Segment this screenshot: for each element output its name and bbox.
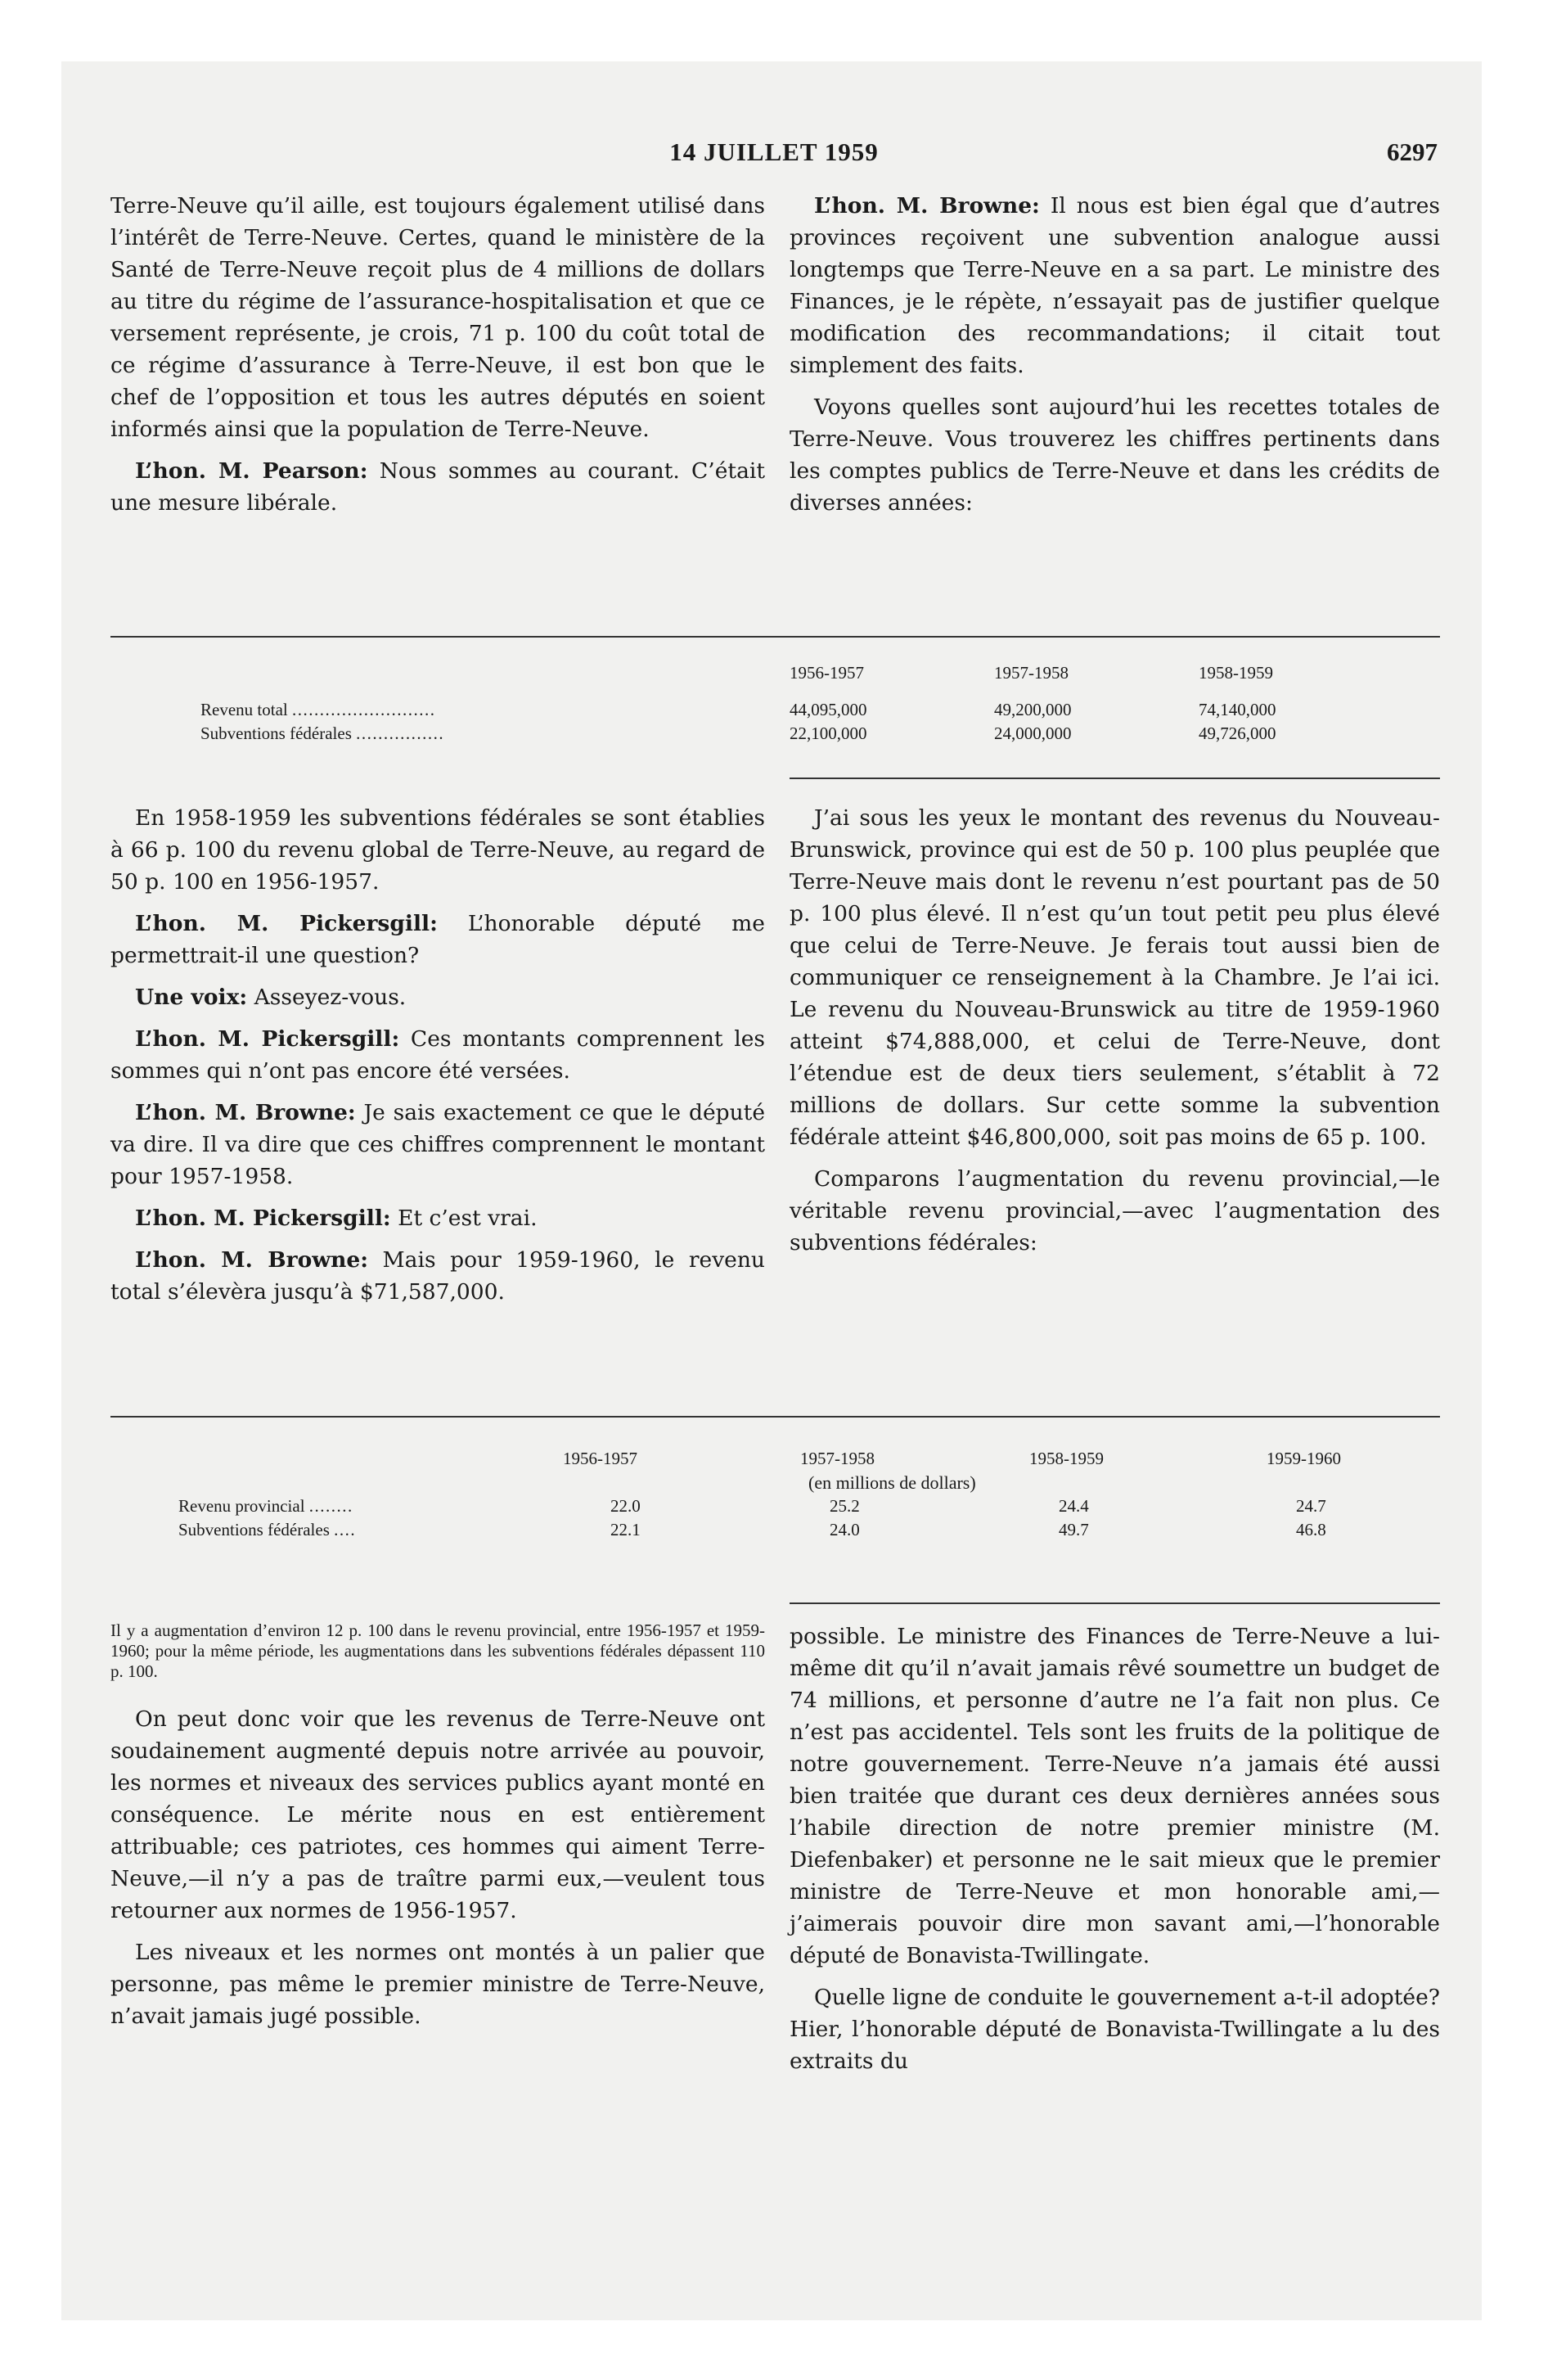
speaker: Une voix:	[135, 985, 248, 1010]
table-revenue	[200, 661, 1395, 746]
speech-browne	[110, 1244, 765, 1308]
row-label: Revenu total	[200, 700, 288, 719]
speech-text: Et c’est vrai.	[390, 1206, 538, 1231]
right-column-middle	[790, 802, 1440, 1259]
table-cell: 49.7	[1059, 1520, 1089, 1539]
table-cell: 24.7	[1296, 1496, 1326, 1516]
table2-top-rule	[110, 1416, 1440, 1418]
speech-text: Je sais exactement ce que le député va dire. Il va dire que ces chiffres comprennent le montant pour 1957-1958.	[110, 1100, 765, 1189]
header-date: 14 JUILLET 1959	[669, 137, 879, 166]
paragraph: Les niveaux et les normes ont montés à un palier que personne, pas même le premier ministre de Terre-Neuve, n’avait jamais jugé possible.	[110, 1940, 765, 2029]
right-column-top	[790, 190, 1440, 519]
speech-text: Mais pour 1959-1960, le revenu total s’élevèra jusqu’à $71,587,000.	[110, 1247, 765, 1305]
speech-pearson	[110, 455, 765, 519]
table-cell: 22.0	[610, 1496, 641, 1516]
table-row	[178, 1494, 1406, 1518]
table2-year: 1959-1960	[1267, 1449, 1341, 1468]
leader-dots: ........	[308, 1496, 353, 1516]
table1-bottom-rule	[790, 778, 1440, 779]
table1-top-rule	[110, 636, 1440, 638]
speech-text: Il nous est bien égal que d’autres provinces reçoivent une subvention analogue aussi longtemps que Terre-Neuve en a sa part. Le ministre des Finances, je le répète, n’essayait pas de justifier quelque modification des recommandations; il citait tout simplement des faits.	[790, 193, 1440, 378]
page-header	[0, 137, 1548, 170]
table-cell: 46.8	[1296, 1520, 1326, 1539]
paragraph: On peut donc voir que les revenus de Terre-Neuve ont soudainement augmenté depuis notre arrivée au pouvoir, les normes et niveaux des services publics ayant monté en conséquence. Le mérite nous en est entièrement attribuable; ces patriotes, ces hommes qui aiment Terre-Neuve,—il n’y a pas de traître parmi eux,—veulent tous retourner aux normes de 1956-1957.	[110, 1706, 765, 1923]
table-cell: 74,140,000	[1199, 700, 1276, 719]
paragraph: possible. Le ministre des Finances de Terre-Neuve a lui-même dit qu’il n’avait jamais rêvé soumettre un budget de 74 millions, et personne d’autre ne l’a fait non plus. Ce n’est pas accidentel. Tels sont les fruits de la politique de notre gouvernement. Terre-Neuve n’a jamais été aussi bien traitée que durant ces deux dernières années sous l’habile direction de notre premier ministre (M. Diefenbaker) et personne ne le sait mieux que le premier ministre de Terre-Neuve et mon honorable ami,—j’aimerais pouvoir dire mon savant ami,—l’honorable député de Bonavista-Twillingate.	[790, 1624, 1440, 1968]
row-label: Revenu provincial	[178, 1496, 305, 1516]
note-paragraph: Il y a augmentation d’environ 12 p. 100 dans le revenu provincial, entre 1956-1957 et 1959-1960; pour la même période, les augmentations dans les subventions fédérales dépassent 110 p. 100.	[110, 1620, 765, 1681]
table-cell: 22.1	[610, 1520, 641, 1539]
speech-pickersgill	[110, 1023, 765, 1087]
left-column-bottom	[110, 1620, 765, 2032]
speech-text: Nous sommes au courant. C’était une mesure libérale.	[110, 458, 765, 516]
speech-text: Ces montants comprennent les sommes qui n’ont pas encore été versées.	[110, 1026, 765, 1084]
paragraph: Voyons quelles sont aujourd’hui les recettes totales de Terre-Neuve. Vous trouverez les chiffres pertinents dans les comptes publics de Terre-Neuve et dans les crédits de diverses années:	[790, 394, 1440, 516]
table-cell: 25.2	[830, 1496, 860, 1516]
speech-voix	[110, 981, 765, 1013]
table2-year: 1957-1958	[800, 1449, 875, 1468]
speaker: L’hon. M. Pickersgill:	[135, 1026, 400, 1052]
speaker: L’hon. M. Browne:	[135, 1100, 356, 1125]
table2-bottom-rule	[790, 1602, 1440, 1604]
left-column-middle	[110, 802, 765, 1308]
table1-year: 1958-1959	[1199, 663, 1273, 683]
table2-year: 1958-1959	[1029, 1449, 1104, 1468]
table1-year: 1956-1957	[790, 663, 864, 683]
row-label: Subventions fédérales	[200, 723, 352, 743]
speaker: L’hon. M. Browne:	[135, 1247, 368, 1273]
speech-browne	[790, 190, 1440, 381]
leader-dots: ................	[356, 723, 445, 743]
speech-pickersgill	[110, 908, 765, 971]
table-cell: 24.0	[830, 1520, 860, 1539]
speech-pickersgill	[110, 1202, 765, 1234]
speech-text: L’honorable député me permettrait-il une question?	[110, 911, 765, 968]
table-cell: 49,726,000	[1199, 723, 1276, 743]
paragraph: Comparons l’augmentation du revenu provincial,—le véritable revenu provincial,—avec l’augmentation des subventions fédérales:	[790, 1166, 1440, 1255]
table1-year: 1957-1958	[994, 663, 1069, 683]
paragraph: J’ai sous les yeux le montant des revenus du Nouveau-Brunswick, province qui est de 50 p. 100 plus peuplée que Terre-Neuve mais dont le revenu n’est pourtant pas de 50 p. 100 plus élevé. Il n’est qu’un tout petit peu plus élevé que celui de Terre-Neuve. Je ferais tout aussi bien de communiquer ce renseignement à la Chambre. Je l’ai ici. Le revenu du Nouveau-Brunswick au titre de 1959-1960 atteint $74,888,000, et celui de Terre-Neuve, dont l’étendue est de deux tiers seulement, s’établit à 72 millions de dollars. Sur cette somme la subvention fédérale atteint $46,800,000, soit pas moins de 65 p. 100.	[790, 805, 1440, 1150]
speech-browne	[110, 1097, 765, 1192]
paragraph: En 1958-1959 les subventions fédérales se sont établies à 66 p. 100 du revenu global de Terre-Neuve, au regard de 50 p. 100 en 1956-1957.	[110, 805, 765, 895]
table2-year: 1956-1957	[563, 1449, 637, 1468]
page-number: 6297	[1387, 137, 1438, 166]
table-growth	[178, 1447, 1406, 1542]
table-row	[178, 1518, 1406, 1542]
speaker: L’hon. M. Browne:	[814, 193, 1040, 219]
speaker: L’hon. M. Pickersgill:	[135, 911, 438, 936]
left-column-top	[110, 190, 765, 519]
table2-unit: (en millions de dollars)	[808, 1472, 976, 1493]
table-cell: 24.4	[1059, 1496, 1089, 1516]
speaker: L’hon. M. Pearson:	[135, 458, 368, 484]
right-column-bottom	[790, 1620, 1440, 2077]
leader-dots: ..........................	[291, 700, 436, 719]
table-cell: 49,200,000	[994, 700, 1072, 719]
row-label: Subventions fédérales	[178, 1520, 330, 1539]
paragraph: Terre-Neuve qu’il aille, est toujours également utilisé dans l’intérêt de Terre-Neuve. Certes, quand le ministère de la Santé de Terre-Neuve reçoit plus de 4 millions de dollars au titre du régime de l’assurance-hospitalisation et que ce versement représente, je crois, 71 p. 100 du coût total de ce régime d’assurance à Terre-Neuve, il est bon que le chef de l’opposition et tous les autres députés en soient informés ainsi que la population de Terre-Neuve.	[110, 193, 765, 442]
table-cell: 44,095,000	[790, 700, 867, 719]
paragraph: Quelle ligne de conduite le gouvernement a-t-il adoptée? Hier, l’honorable député de Bonavista-Twillingate a lu des extraits du	[790, 1985, 1440, 2074]
table-row	[200, 722, 1395, 746]
table-row	[200, 698, 1395, 722]
table-cell: 24,000,000	[994, 723, 1072, 743]
leader-dots: ....	[334, 1520, 357, 1539]
table-cell: 22,100,000	[790, 723, 867, 743]
speaker: L’hon. M. Pickersgill:	[135, 1206, 391, 1231]
speech-text: Asseyez-vous.	[247, 985, 407, 1010]
